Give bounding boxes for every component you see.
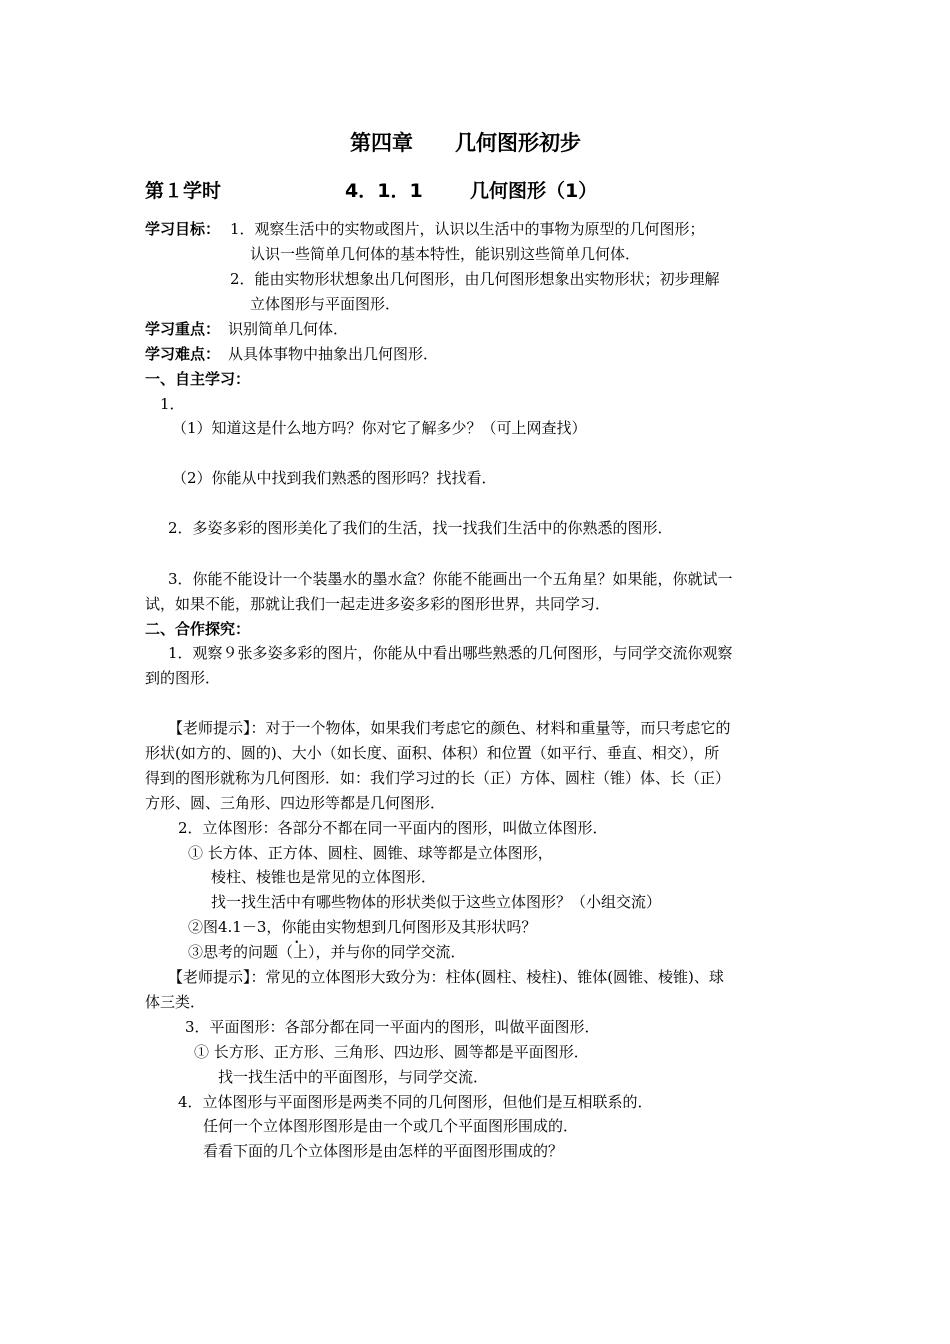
key-point-text: 识别简单几何体． — [228, 320, 349, 338]
teacher-tip: 形状(如方的、圆的)、大小（如长度、面积、体积）和位置（如平行、垂直、相交），所 — [145, 744, 720, 762]
difficulty-label: 学习难点： — [145, 345, 221, 363]
sub-item: 找一找生活中有哪些物体的形状类似于这些立体图形？（小组交流） — [211, 893, 662, 911]
objective-line: 1．观察生活中的实物或图片，认识以生活中的事物为原型的几何图形； — [230, 220, 705, 238]
teacher-tip: 方形、圆、三角形、四边形等都是几何图形． — [145, 794, 446, 812]
objective-line: 认识一些简单几何体的基本特性，能识别这些简单几何体． — [250, 245, 641, 263]
question: （1）知道这是什么地方吗？你对它了解多少？（可上网查找） — [172, 419, 587, 437]
objectives-label: 学习目标： — [145, 220, 221, 238]
list-item: 试，如果不能，那就让我们一起走进多姿多彩的图形世界，共同学习． — [145, 595, 611, 613]
list-item: 2．多姿多彩的图形美化了我们的生活，找一找我们生活中的你熟悉的图形． — [168, 519, 673, 537]
lesson-topic: 几何图形（1） — [470, 180, 598, 202]
section-heading: 二、合作探究： — [145, 620, 251, 638]
sub-item — [188, 942, 466, 962]
lesson-period: 第１学时 — [145, 180, 222, 202]
list-item: 3．你能不能设计一个装墨水的墨水盒？你能不能画出一个五角星？如果能，你就试一 — [168, 570, 733, 588]
objective-line: 立体图形与平面图形． — [250, 295, 401, 313]
list-item: 2．立体图形：各部分不都在同一平面内的图形，叫做立体图形． — [178, 819, 608, 837]
list-item: 到的图形． — [145, 669, 221, 687]
sub-item-text: ③思考的问题 — [188, 943, 279, 961]
list-item: 1． — [160, 395, 185, 413]
sub-item: 找一找生活中的平面图形，与同学交流． — [218, 1068, 489, 1086]
list-item: 3．平面图形：各部分都在同一平面内的图形，叫做平面图形． — [185, 1018, 600, 1036]
lesson-number: 4．1．1 — [345, 180, 423, 202]
sub-item: ① 长方体、正方体、圆柱、圆锥、球等都是立体图形， — [188, 844, 553, 862]
list-item: 1．观察９张多姿多彩的图片，你能从中看出哪些熟悉的几何图形，与同学交流你观察 — [168, 644, 733, 662]
sub-item: 任何一个立体图形图形是由一个或几个平面图形围成的． — [203, 1117, 579, 1135]
section-heading: 一、自主学习： — [145, 370, 251, 388]
sub-item-text: ，并与你的同学交流． — [315, 943, 466, 961]
objective-line: 2．能由实物形状想象出几何图形，由几何图形想象出实物形状；初步理解 — [230, 270, 720, 288]
sub-item: ① 长方形、正方形、三角形、四边形、圆等都是平面图形． — [194, 1043, 589, 1061]
teacher-tip: 得到的图形就称为几何图形．如：我们学习过的长（正）方体、圆柱（锥）体、长（正） — [145, 769, 731, 787]
emphasis-text: • （上） — [278, 943, 316, 961]
key-point-label: 学习重点： — [145, 320, 221, 338]
difficulty-text: 从具体事物中抽象出几何图形． — [228, 345, 439, 363]
chapter-title: 第四章 几何图形初步 — [350, 131, 581, 155]
sub-item: 看看下面的几个立体图形是由怎样的平面图形围成的？ — [203, 1142, 564, 1160]
teacher-tip: 【老师提示】：对于一个物体，如果我们考虑它的颜色、材料和重量等，而只考虑它的 — [168, 719, 731, 737]
teacher-tip: 体三类． — [145, 993, 206, 1011]
question: （2）你能从中找到我们熟悉的图形吗？找找看． — [172, 469, 497, 487]
teacher-tip: 【老师提示】：常见的立体图形大致分为：柱体(圆柱、棱柱)、锥体(圆锥、棱锥)、球 — [168, 968, 724, 986]
sub-item: 棱柱、棱锥也是常见的立体图形． — [211, 868, 437, 886]
list-item: 4．立体图形与平面图形是两类不同的几何图形，但他们是互相联系的． — [178, 1093, 653, 1111]
sub-item: ②图4.1－3，你能由实物想到几何图形及其形状吗？ — [188, 918, 537, 936]
